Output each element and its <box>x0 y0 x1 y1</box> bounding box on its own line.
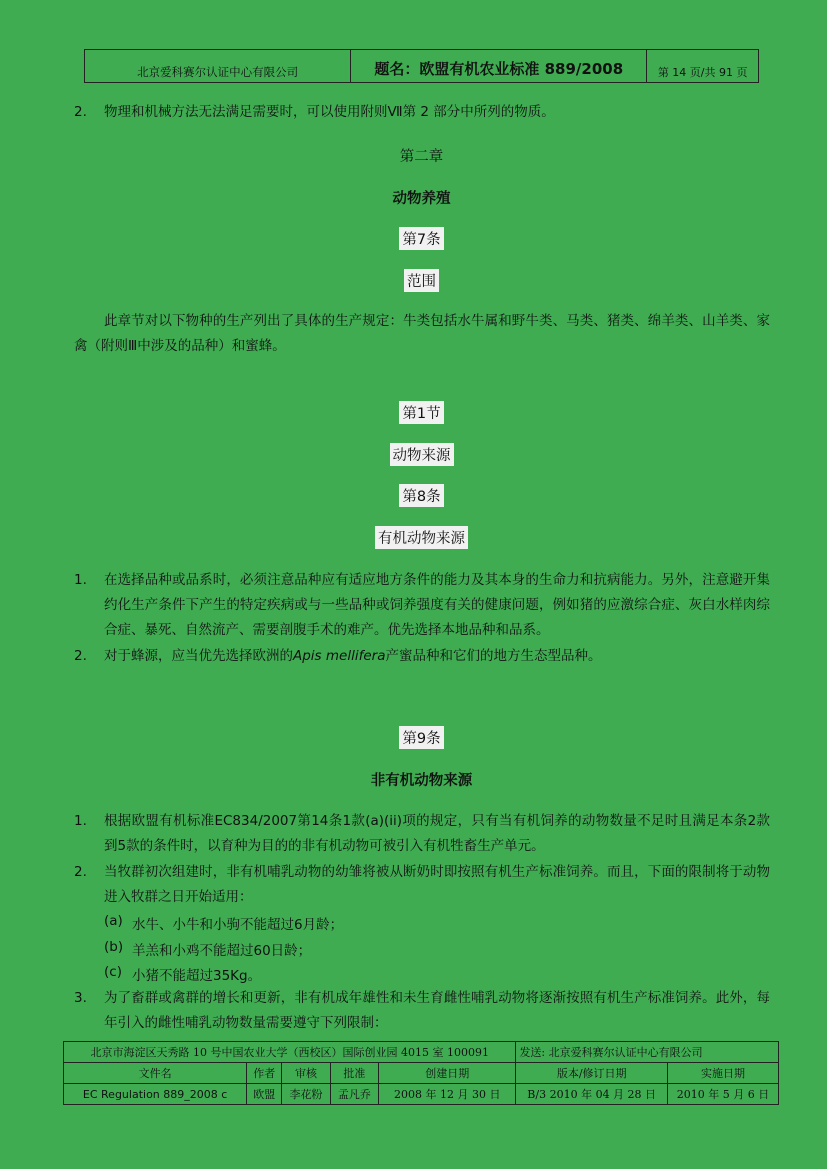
intro-text: 物理和机械方法无法满足需要时，可以使用附则Ⅶ第 2 部分中所列的物质。 <box>104 104 555 120</box>
footer-header-author: 作者 <box>247 1063 282 1084</box>
footer-address: 北京市海淀区天秀路 10 号中国农业大学（西校区）国际创业园 4015 室 100091 <box>64 1042 516 1063</box>
art9-sub-c-label: (c) <box>104 964 122 980</box>
art9-item-2-text: 当牧群初次组建时，非有机哺乳动物的幼雏将被从断奶时即按照有机生产标准饲养。而且，下面的限制将于动物进入牧群之日开始适用： <box>104 864 770 905</box>
section-1-heading: 第1节 <box>399 401 443 424</box>
art9-item-2-number: 2. <box>74 864 87 880</box>
art8-item-1-text: 在选择品种或品系时，必须注意品种应有适应地方条件的能力及其本身的生命力和抗病能力。另外，注意避开集约化生产条件下产生的特定疾病或与一些品种或饲养强度有关的健康问题，例如猪的应激综合症、灰白水样肉综合症、暴死、自然流产、需要剖腹手术的难产。优先选择本地品种和品系。 <box>104 572 770 638</box>
footer-header-created: 创建日期 <box>379 1063 516 1084</box>
art9-item-1-text: 根据欧盟有机标准EC834/2007第14条1款(a)(ii)项的规定，只有当有机饲养的动物数量不足时且满足本条2款到5款的条件时，以育种为目的的非有机动物可被引入有机牲畜生产单元。 <box>104 813 770 854</box>
footer-value-revision: B/3 2010 年 04 月 28 日 <box>516 1084 668 1105</box>
chapter-heading: 第二章 <box>399 149 444 165</box>
art9-sub-b-label: (b) <box>104 939 124 955</box>
art9-sub-a-text: 水牛、小牛和小驹不能超过6月龄； <box>132 917 344 933</box>
footer-header-filename: 文件名 <box>64 1063 247 1084</box>
footer-sender: 发送: 北京爱科赛尔认证中心有限公司 <box>516 1042 779 1063</box>
footer-header-revision: 版本/修订日期 <box>516 1063 668 1084</box>
article-7-title: 范围 <box>404 269 439 292</box>
art9-item-1-number: 1. <box>74 813 87 829</box>
scope-paragraph: 此章节对以下物种的生产列出了具体的生产规定：牛类包括水牛属和野牛类、马类、猪类、绵羊类、山羊类、家禽（附则Ⅲ中涉及的品种）和蜜蜂。 <box>74 313 770 354</box>
article-9-title: 非有机动物来源 <box>370 773 473 789</box>
footer-value-approver: 孟凡乔 <box>330 1084 378 1105</box>
footer-value-filename: EC Regulation 889_2008 c <box>64 1084 247 1105</box>
intro-number: 2. <box>74 104 87 120</box>
footer-header-approver: 批准 <box>330 1063 378 1084</box>
article-8-heading: 第8条 <box>399 484 443 507</box>
footer-header-effective: 实施日期 <box>667 1063 778 1084</box>
art9-item-3-number: 3. <box>74 990 87 1006</box>
art8-item-2-text: 对于蜂源，应当优先选择欧洲的Apis mellifera产蜜品种和它们的地方生态型品种。 <box>104 648 602 664</box>
footer-value-effective: 2010 年 5 月 6 日 <box>667 1084 778 1105</box>
header-title: 题名：欧盟有机农业标准 889/2008 <box>351 50 647 82</box>
art8-item-2-number: 2. <box>74 648 87 664</box>
page-footer <box>63 1041 779 1105</box>
art9-sub-b-text: 羊羔和小鸡不能超过60日龄； <box>132 943 312 959</box>
footer-value-author: 欧盟 <box>247 1084 282 1105</box>
article-7-heading: 第7条 <box>399 227 443 250</box>
article-8-title: 有机动物来源 <box>375 526 468 549</box>
art9-item-3-text: 为了畜群或禽群的增长和更新，非有机成年雄性和未生育雌性哺乳动物将逐渐按照有机生产标准饲养。此外，每年引入的雌性哺乳动物数量需要遵守下列限制： <box>104 990 770 1031</box>
chapter-title: 动物养殖 <box>392 191 451 207</box>
article-9-heading: 第9条 <box>399 726 443 749</box>
header-company: 北京爱科赛尔认证中心有限公司 <box>85 50 351 82</box>
art9-sub-c-text: 小猪不能超过35Kg。 <box>132 968 262 984</box>
footer-header-reviewer: 审核 <box>282 1063 330 1084</box>
footer-value-reviewer: 李花粉 <box>282 1084 330 1105</box>
footer-value-created: 2008 年 12 月 30 日 <box>379 1084 516 1105</box>
section-1-title: 动物来源 <box>390 443 454 466</box>
art9-sub-a-label: (a) <box>104 913 123 929</box>
art8-item-1-number: 1. <box>74 572 87 588</box>
page-header <box>84 49 759 83</box>
header-page-number: 第 14 页/共 91 页 <box>657 66 748 79</box>
